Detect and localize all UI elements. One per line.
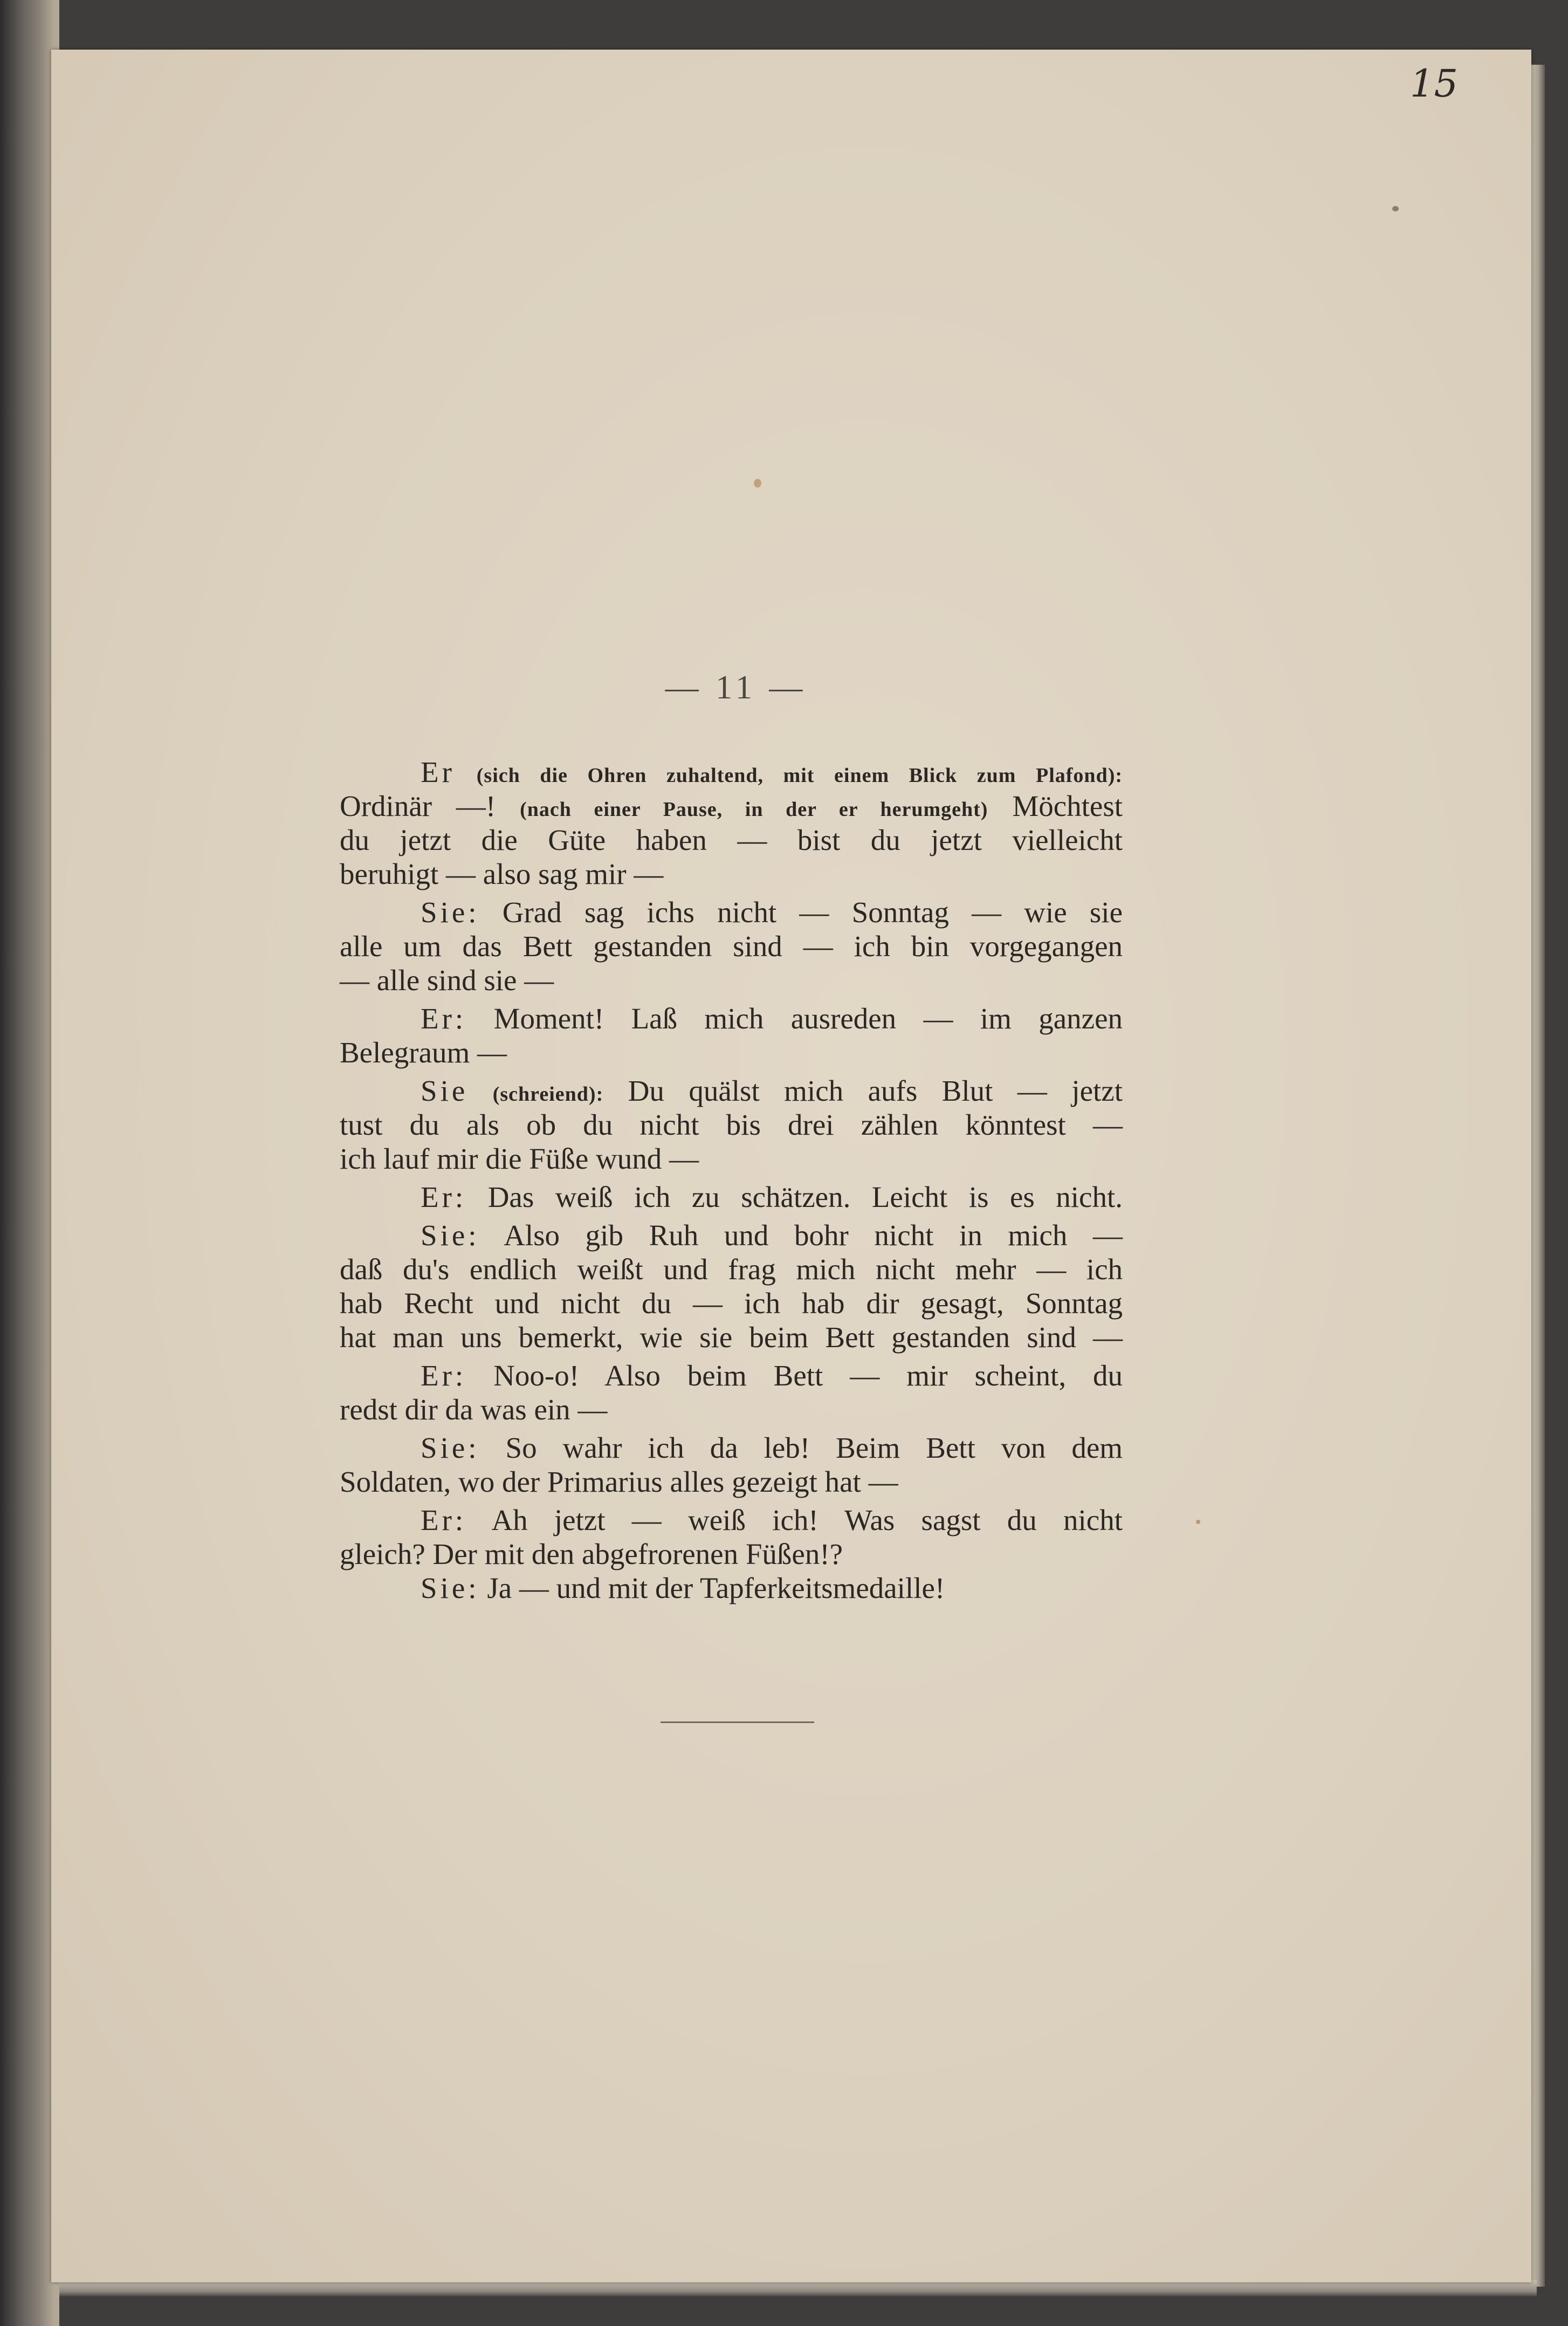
page-number: — 11 — (665, 669, 807, 706)
text-line: Sie: Ja — und mit der Tapferkeitsmedaille! (421, 1572, 945, 1604)
text-line: daß du's endlich weißt und frag mich nicht mehr — ich (340, 1253, 1123, 1286)
text-line: Ordinär —! (nach einer Pause, in der er herumgeht) Möchtest (340, 790, 1123, 822)
closing-rule (661, 1721, 814, 1723)
text-line: du jetzt die Güte haben — bist du jetzt vielleicht (340, 824, 1123, 856)
text-line: Sie: Also gib Ruh und bohr nicht in mich — (421, 1219, 1123, 1252)
text-line: Er (sich die Ohren zuhaltend, mit einem Blick zum Plafond): (421, 756, 1123, 788)
text-line: — alle sind sie — (340, 964, 554, 997)
text-line: hab Recht und nicht du — ich hab dir gesagt, Sonntag (340, 1287, 1123, 1320)
text-line: Sie: So wahr ich da leb! Beim Bett von dem (421, 1431, 1123, 1464)
text-line: Er: Noo-o! Also beim Bett — mir scheint, du (421, 1359, 1123, 1392)
paper-speck (1196, 1520, 1200, 1524)
text-line: redst dir da was ein — (340, 1393, 608, 1426)
text-line: Soldaten, wo der Primarius alles gezeigt hat — (340, 1465, 898, 1498)
stage-direction: (schreiend): (492, 1083, 604, 1106)
paper-speck (754, 479, 761, 488)
dialogue-text (340, 755, 1123, 1605)
text-line: ich lauf mir die Füße wund — (340, 1142, 699, 1175)
paper-speck (1392, 206, 1399, 211)
text-line: beruhigt — also sag mir — (340, 857, 664, 890)
text-line: tust du als ob du nicht bis drei zählen könntest — (340, 1108, 1123, 1141)
stage-direction: (nach einer Pause, in der er herumgeht) (520, 798, 988, 821)
stage-direction: (sich die Ohren zuhaltend, mit einem Blick zum Plafond): (476, 764, 1123, 787)
text-line: Belegraum — (340, 1036, 507, 1069)
text-line: Er: Moment! Laß mich ausreden — im ganzen (421, 1002, 1123, 1035)
binding-shadow (0, 0, 59, 2326)
text-line: Er: Ah jetzt — weiß ich! Was sagst du nicht (421, 1504, 1123, 1536)
text-line: alle um das Bett gestanden sind — ich bin vorgegangen (340, 930, 1123, 963)
text-line: Sie: Grad sag ichs nicht — Sonntag — wie sie (421, 896, 1123, 929)
handwritten-folio-number: 15 (1410, 61, 1459, 106)
text-line: hat man uns bemerkt, wie sie beim Bett gestanden sind — (340, 1321, 1123, 1354)
text-line: gleich? Der mit den abgefrorenen Füßen!? (340, 1538, 843, 1570)
page-edge-bottom (59, 2280, 1537, 2296)
text-line: Er: Das weiß ich zu schätzen. Leicht is es nicht. (421, 1181, 1123, 1213)
text-line: Sie (schreiend): Du quälst mich aufs Blut — jetzt (421, 1074, 1123, 1107)
